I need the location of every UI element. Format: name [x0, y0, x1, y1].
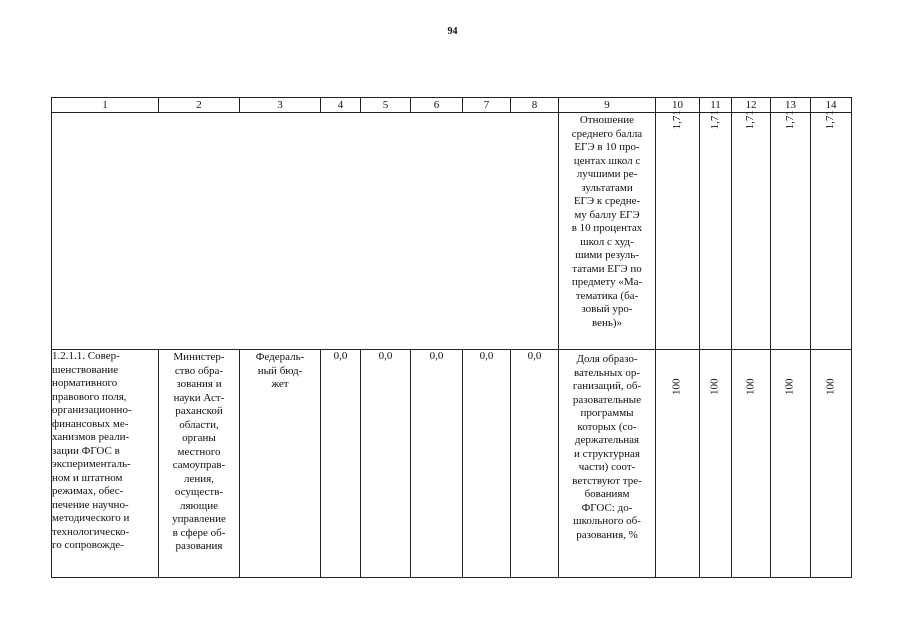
indicator-line: центах школ с [573, 154, 641, 167]
executor-line: ления, [184, 472, 214, 485]
indicator-line: му баллу ЕГЭ [574, 208, 640, 221]
indicator-line: вень)» [591, 316, 623, 329]
column-number: 2 [159, 98, 240, 113]
table-row [52, 350, 852, 578]
executor-cell [159, 350, 240, 578]
indicator-line: Отношение [579, 114, 635, 126]
amount-cell: 0,0 [321, 350, 361, 578]
measure-line: технологическо- [52, 525, 130, 538]
column-number: 9 [559, 98, 656, 113]
executor-line: области, [179, 418, 219, 431]
indicator-value: 100 [783, 378, 796, 395]
executor-line: науки Аст- [173, 391, 225, 404]
column-number: 12 [732, 98, 771, 113]
table-row [52, 113, 852, 350]
value-cell [700, 110, 732, 350]
column-number: 14 [811, 98, 852, 113]
executor-line: разования [175, 540, 223, 552]
funding-source-cell [240, 350, 321, 578]
column-number: 8 [511, 98, 559, 113]
indicator-line: татами ЕГЭ по [572, 262, 642, 275]
indicator-line: предмету «Ма- [571, 276, 643, 288]
indicator-line: в 10 процентах [571, 222, 643, 234]
indicator-line: школьного об- [573, 515, 641, 527]
column-number: 7 [463, 98, 511, 113]
executor-line: управление [172, 513, 226, 525]
measure-line: финансовых ме- [52, 417, 129, 430]
measure-line: печение научно- [52, 498, 129, 511]
indicator-line: бованиям [584, 488, 630, 500]
measure-line: зации ФГОС в [52, 444, 120, 457]
indicator-line: части) соот- [578, 461, 636, 473]
indicator-value: 100 [708, 378, 721, 395]
executor-line: органы [182, 432, 216, 444]
value-cell [732, 110, 771, 350]
executor-line: ство обра- [174, 364, 224, 377]
value-cell [700, 350, 732, 578]
indicator-line: тематика (ба- [575, 289, 639, 302]
indicator-line: ганизаций, об- [572, 380, 642, 392]
indicator-line: Доля образо- [576, 353, 638, 365]
indicator-line: ФГОС: до- [581, 501, 633, 514]
indicator-line: которых (со- [577, 420, 637, 433]
column-number: 13 [771, 98, 811, 113]
empty-cell [52, 113, 559, 350]
measure-line: 1.2.1.1. Совер- [52, 350, 120, 362]
indicator-line: ветствуют тре- [572, 474, 642, 487]
amount-cell: 0,0 [411, 350, 463, 578]
measure-line: го сопровожде- [52, 539, 124, 551]
measure-line: нормативного [52, 377, 118, 389]
measure-line: ном и штатном [52, 471, 123, 484]
page-number: 94 [447, 26, 458, 37]
indicator-line: разовательные [572, 393, 642, 406]
column-number: 5 [361, 98, 411, 113]
indicator-line: шими резуль- [575, 249, 639, 261]
indicator-value: 1,71 [824, 110, 837, 130]
indicator-value: 100 [824, 378, 837, 395]
funding-source-line: жет [271, 378, 289, 390]
measure-line: режимах, обес- [52, 485, 124, 497]
column-number: 1 [52, 98, 159, 113]
indicator-value: 1,71 [708, 110, 721, 130]
executor-line: местного [177, 445, 221, 458]
indicator-line: ЕГЭ к средне- [573, 195, 641, 207]
executor-line: ляющие [179, 499, 218, 512]
executor-line: Министер- [173, 351, 225, 363]
indicator-line: школ с худ- [580, 235, 634, 248]
measure-line: методического и [52, 512, 130, 524]
column-number-row [52, 98, 852, 113]
indicator-value: 1,71 [783, 110, 796, 130]
indicator-value: 1,71 [744, 110, 757, 130]
indicator-line: и структурная [573, 447, 640, 460]
indicator-cell [559, 113, 656, 350]
measure-cell [52, 350, 159, 578]
indicator-line: держательная [574, 434, 640, 446]
executor-line: раханской [175, 405, 223, 417]
amount-cell: 0,0 [361, 350, 411, 578]
indicator-line: программы [580, 407, 634, 419]
value-cell [656, 350, 700, 578]
value-cell [771, 350, 811, 578]
value-cell [771, 110, 811, 350]
indicator-line: среднего балла [571, 127, 643, 140]
indicator-line: вательных ор- [573, 366, 641, 379]
value-cell [656, 110, 700, 350]
indicator-value: 100 [744, 378, 757, 395]
indicator-cell [559, 350, 656, 578]
executor-line: самоуправ- [172, 459, 226, 471]
funding-source-line: ный бюд- [257, 364, 303, 377]
indicator-line: зультатами [581, 181, 633, 194]
indicator-line: разования, % [576, 528, 638, 541]
column-number: 3 [240, 98, 321, 113]
executor-line: в сфере об- [172, 526, 226, 539]
indicator-line: зовый уро- [581, 303, 633, 315]
column-number: 11 [700, 98, 732, 113]
indicator-line: ЕГЭ в 10 про- [574, 141, 640, 153]
program-table [51, 97, 852, 578]
measure-line: организационно- [52, 404, 132, 416]
indicator-value: 100 [670, 378, 683, 395]
funding-source-line: Федераль- [255, 351, 305, 363]
value-cell [811, 110, 852, 350]
column-number: 4 [321, 98, 361, 113]
column-number: 6 [411, 98, 463, 113]
value-cell [732, 350, 771, 578]
measure-line: эксперименталь- [52, 458, 131, 470]
amount-cell: 0,0 [463, 350, 511, 578]
amount-cell: 0,0 [511, 350, 559, 578]
indicator-value: 1,71 [670, 110, 683, 130]
executor-line: зования и [176, 378, 222, 390]
indicator-line: лучшими ре- [576, 168, 638, 180]
measure-line: шенствование [52, 363, 119, 376]
measure-line: ханизмов реали- [52, 431, 130, 443]
measure-line: правового поля, [52, 390, 127, 403]
column-number: 10 [656, 98, 700, 113]
executor-line: осуществ- [174, 486, 224, 498]
value-cell [811, 350, 852, 578]
